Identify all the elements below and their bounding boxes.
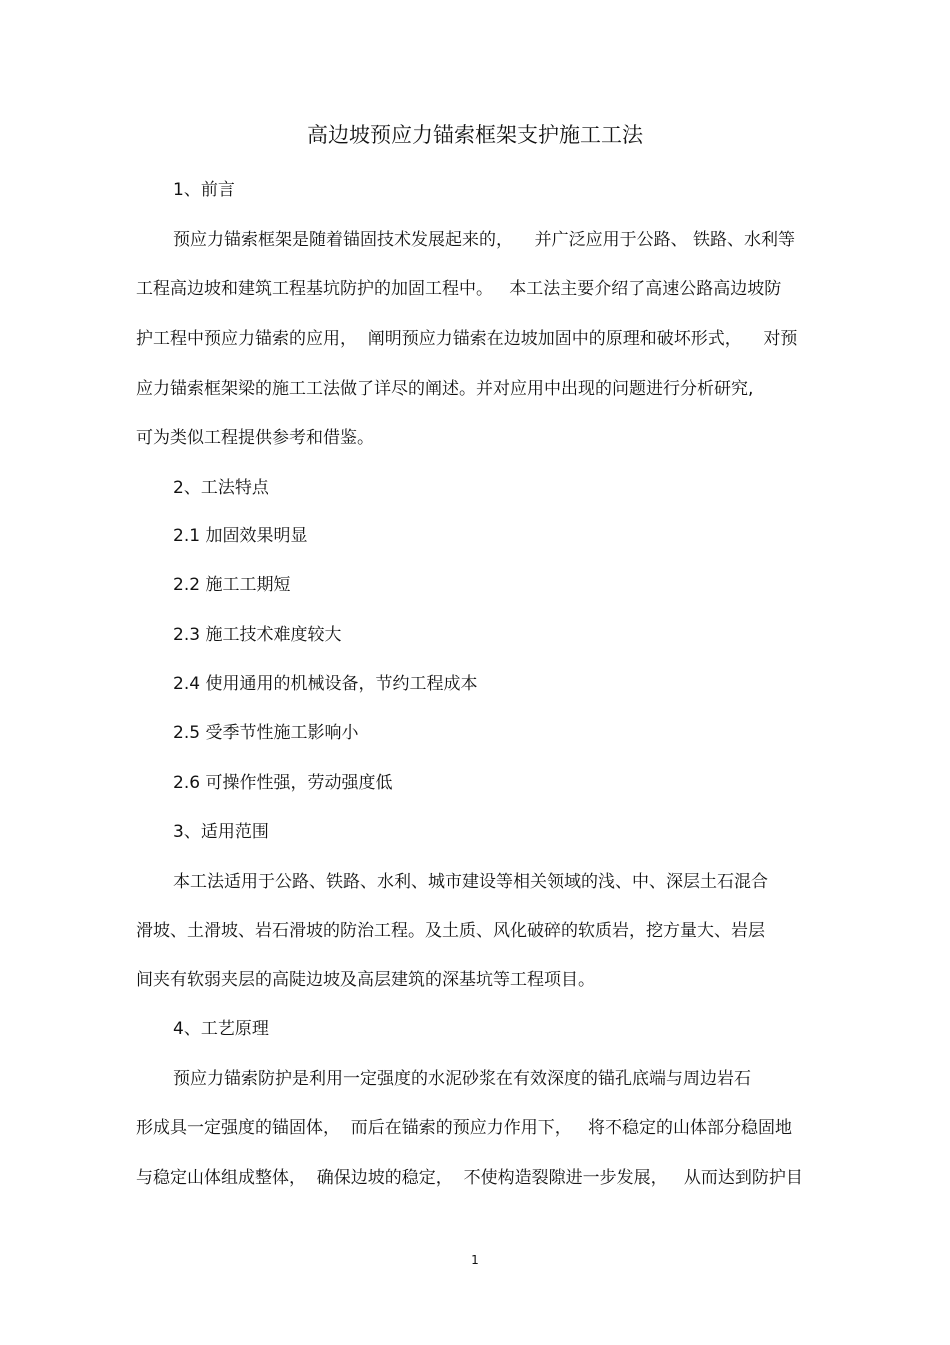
section-heading: 2、工法特点 <box>173 478 269 498</box>
paragraph-line: 预应力锚索框架是随着锚固技术发展起来的， 并广泛应用于公路、 铁路、水利等 <box>173 230 796 250</box>
paragraph-line: 间夹有软弱夹层的高陡边坡及高层建筑的深基坑等工程项目。 <box>136 970 595 990</box>
paragraph-line: 预应力锚索防护是利用一定强度的水泥砂浆在有效深度的锚孔底端与周边岩石 <box>173 1069 751 1089</box>
list-item: 2.5 受季节性施工影响小 <box>173 723 359 743</box>
document-title: 高边坡预应力锚索框架支护施工工法 <box>307 123 643 147</box>
paragraph-line: 形成具一定强度的锚固体， 而后在锚索的预应力作用下， 将不稳定的山体部分稳固地 <box>136 1118 793 1138</box>
list-item: 2.3 施工技术难度较大 <box>173 625 342 645</box>
paragraph-line: 工程高边坡和建筑工程基坑防护的加固工程中。 本工法主要介绍了高速公路高边坡防 <box>136 279 782 299</box>
page-number: 1 <box>471 1253 479 1267</box>
paragraph-line: 可为类似工程提供参考和借鉴。 <box>136 428 374 448</box>
list-item: 2.4 使用通用的机械设备，节约工程成本 <box>173 674 478 694</box>
section-heading: 1、前言 <box>173 180 235 200</box>
list-item: 2.1 加固效果明显 <box>173 526 308 546</box>
section-heading: 3、适用范围 <box>173 822 269 842</box>
paragraph-line: 本工法适用于公路、铁路、水利、城市建设等相关领域的浅、中、深层土石混合 <box>173 872 768 892</box>
list-item: 2.6 可操作性强，劳动强度低 <box>173 773 393 793</box>
list-item: 2.2 施工工期短 <box>173 575 291 595</box>
paragraph-line: 应力锚索框架梁的施工工法做了详尽的阐述。并对应用中出现的问题进行分析研究, <box>136 379 754 399</box>
section-heading: 4、工艺原理 <box>173 1019 269 1039</box>
paragraph-line: 滑坡、土滑坡、岩石滑坡的防治工程。及土质、风化破碎的软质岩，挖方量大、岩层 <box>136 921 765 941</box>
paragraph-line: 护工程中预应力锚索的应用， 阐明预应力锚索在边坡加固中的原理和破坏形式， 对预 <box>136 329 798 349</box>
paragraph-line: 与稳定山体组成整体， 确保边坡的稳定， 不使构造裂隙进一步发展， 从而达到防护目 <box>136 1168 803 1188</box>
